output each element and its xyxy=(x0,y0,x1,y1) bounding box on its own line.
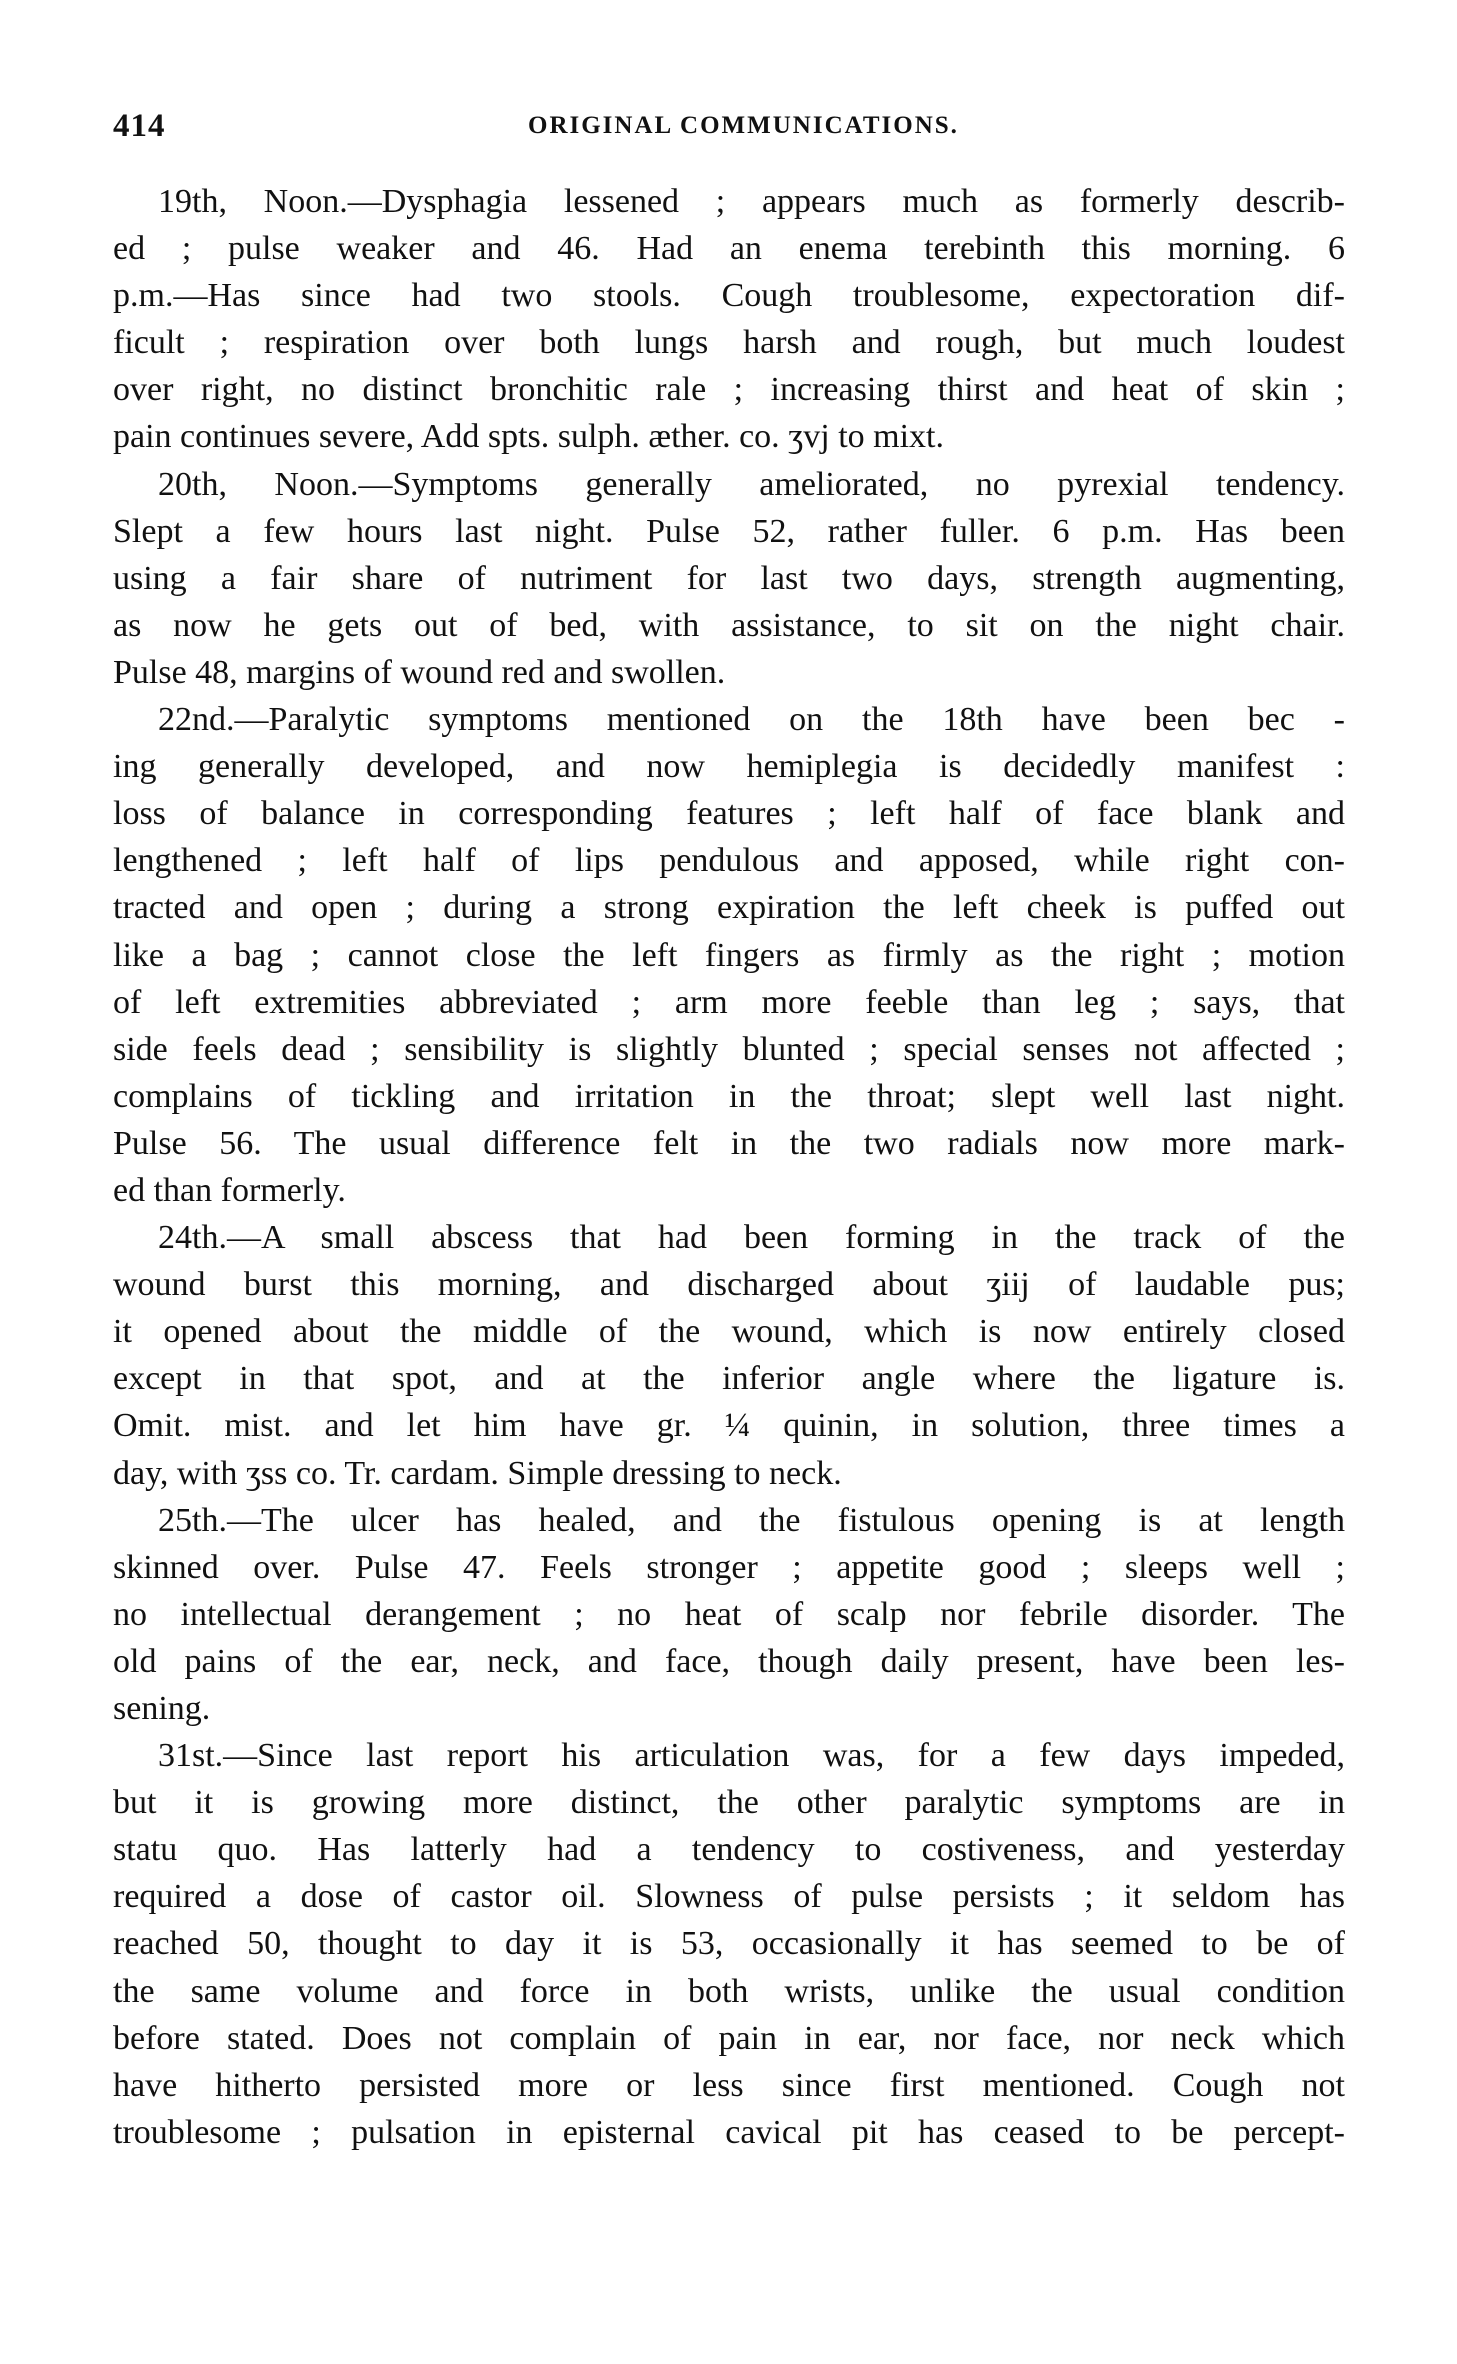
text-line: 25th.—The ulcer has healed, and the fistulous opening is at length xyxy=(158,1501,1345,1539)
text-line: except in that spot, and at the inferior angle where the ligature is. xyxy=(113,1360,1345,1398)
text-line: no intellectual derangement ; no heat of scalp nor febrile disorder. The xyxy=(113,1595,1345,1633)
text-line: tracted and open ; during a strong expiration the left cheek is puffed out xyxy=(113,889,1345,927)
page-number: 414 xyxy=(113,108,166,144)
text-line: p.m.—Has since had two stools. Cough troublesome, expectoration dif- xyxy=(113,277,1345,315)
text-line: 20th, Noon.—Symptoms generally ameliorated, no pyrexial tendency. xyxy=(158,465,1345,503)
text-line: before stated. Does not complain of pain in ear, nor face, nor neck which xyxy=(113,2019,1345,2057)
text-line: have hitherto persisted more or less since first mentioned. Cough not xyxy=(113,2066,1345,2104)
text-line: Omit. mist. and let him have gr. ¼ quinin, in solution, three times a xyxy=(113,1407,1345,1445)
text-line: side feels dead ; sensibility is slightly blunted ; special senses not affected ; xyxy=(113,1030,1345,1068)
text-line: day, with ʒss co. Tr. cardam. Simple dressing to neck. xyxy=(113,1454,842,1492)
text-line: skinned over. Pulse 47. Feels stronger ; appetite good ; sleeps well ; xyxy=(113,1548,1345,1586)
text-line: over right, no distinct bronchitic rale ; increasing thirst and heat of skin ; xyxy=(113,371,1345,409)
text-line: wound burst this morning, and discharged about ʒiij of laudable pus; xyxy=(113,1266,1345,1304)
text-line: 31st.—Since last report his articulation was, for a few days impeded, xyxy=(158,1737,1345,1775)
running-head xyxy=(113,108,1343,148)
text-line: but it is growing more distinct, the other paralytic symptoms are in xyxy=(113,1784,1345,1822)
text-line: Pulse 48, margins of wound red and swollen. xyxy=(113,653,726,691)
text-line: ed ; pulse weaker and 46. Had an enema terebinth this morning. 6 xyxy=(113,230,1345,268)
text-line: using a fair share of nutriment for last two days, strength augmenting, xyxy=(113,559,1345,597)
text-line: the same volume and force in both wrists, unlike the usual condition xyxy=(113,1972,1345,2010)
text-line: loss of balance in corresponding features ; left half of face blank and xyxy=(113,795,1345,833)
text-line: complains of tickling and irritation in the throat; slept well last night. xyxy=(113,1077,1345,1115)
text-line: reached 50, thought to day it is 53, occasionally it has seemed to be of xyxy=(113,1925,1345,1963)
text-line: Slept a few hours last night. Pulse 52, rather fuller. 6 p.m. Has been xyxy=(113,512,1345,550)
text-line: pain continues severe, Add spts. sulph. æther. co. ʒvj to mixt. xyxy=(113,418,945,456)
text-line: like a bag ; cannot close the left fingers as firmly as the right ; motion xyxy=(113,936,1345,974)
text-line: troublesome ; pulsation in episternal cavical pit has ceased to be percept- xyxy=(113,2113,1345,2151)
text-line: required a dose of castor oil. Slowness of pulse persists ; it seldom has xyxy=(113,1878,1345,1916)
text-line: 19th, Noon.—Dysphagia lessened ; appears much as formerly describ- xyxy=(158,183,1345,220)
body-text xyxy=(113,178,1345,2156)
text-line: ed than formerly. xyxy=(113,1171,346,1209)
text-line: ficult ; respiration over both lungs harsh and rough, but much loudest xyxy=(113,324,1345,362)
text-line: sening. xyxy=(113,1690,211,1727)
running-title: ORIGINAL COMMUNICATIONS. xyxy=(528,112,959,139)
text-line: ing generally developed, and now hemiplegia is decidedly manifest : xyxy=(113,748,1345,786)
text-line: it opened about the middle of the wound, which is now entirely closed xyxy=(113,1313,1345,1351)
text-line: lengthened ; left half of lips pendulous and apposed, while right con- xyxy=(113,842,1345,880)
text-line: old pains of the ear, neck, and face, though daily present, have been les- xyxy=(113,1642,1345,1680)
text-line: 22nd.—Paralytic symptoms mentioned on the 18th have been bec - xyxy=(158,701,1345,739)
text-line: of left extremities abbreviated ; arm more feeble than leg ; says, that xyxy=(113,983,1345,1021)
text-line: as now he gets out of bed, with assistance, to sit on the night chair. xyxy=(113,606,1345,644)
text-line: 24th.—A small abscess that had been forming in the track of the xyxy=(158,1219,1345,1257)
text-line: Pulse 56. The usual difference felt in the two radials now more mark- xyxy=(113,1124,1345,1162)
text-line: statu quo. Has latterly had a tendency to costiveness, and yesterday xyxy=(113,1831,1345,1869)
